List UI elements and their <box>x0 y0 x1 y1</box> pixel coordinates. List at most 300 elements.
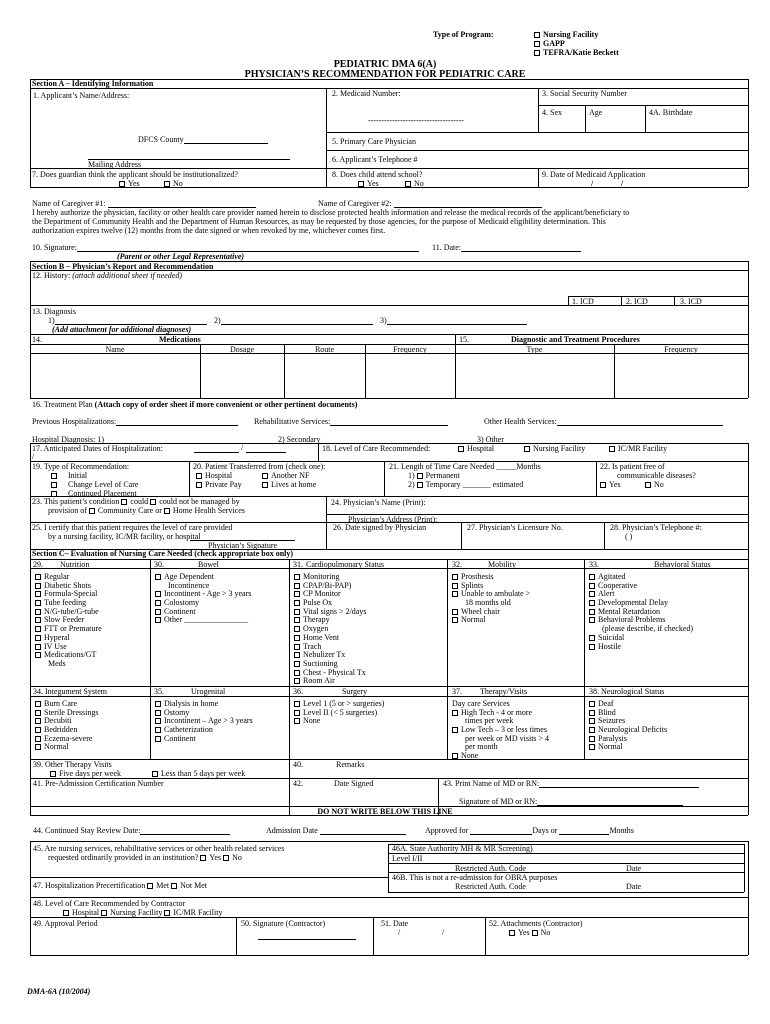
med-col-frequency: Frequency <box>393 345 427 354</box>
nutrition-item[interactable]: Regular <box>35 572 102 581</box>
checkbox-icon[interactable] <box>35 583 41 589</box>
checkbox-icon[interactable] <box>121 499 127 505</box>
recommendation-type-label: 19. Type of Recommendation: <box>32 462 130 471</box>
behavioral-item-cont: (please describe, if checked) <box>602 624 694 634</box>
diagnosis-label: 13. Diagnosis <box>32 307 76 316</box>
checkbox-icon[interactable] <box>196 473 202 479</box>
checkbox-icon[interactable] <box>452 617 458 623</box>
checkbox-icon[interactable] <box>294 652 300 658</box>
neuro-item[interactable]: Neurological Deficits <box>589 725 667 734</box>
checkbox-icon[interactable] <box>200 855 206 861</box>
checkbox-icon[interactable] <box>452 753 458 759</box>
q8-yes[interactable]: Yes <box>358 179 379 188</box>
checkbox-icon[interactable] <box>524 446 530 452</box>
checkbox-icon[interactable] <box>589 583 595 589</box>
checkbox-icon[interactable] <box>35 718 41 724</box>
therapy-item-cont: per month <box>465 742 498 752</box>
mobility-item[interactable]: Prosthesis <box>452 572 530 581</box>
therapy-less-five[interactable]: Less than 5 days per week <box>152 769 245 778</box>
checkbox-icon[interactable] <box>119 181 125 187</box>
checkbox-icon[interactable] <box>294 617 300 623</box>
checkbox-icon[interactable] <box>35 727 41 733</box>
loc-nursing-facility[interactable]: Nursing Facility <box>524 444 585 453</box>
signature-md[interactable]: Signature of MD or RN: <box>459 797 683 806</box>
not-readmission-label: 46B. This is not a re-admission for OBRA purposes <box>392 873 558 882</box>
checkbox-icon[interactable] <box>155 736 161 742</box>
checkbox-icon[interactable] <box>51 482 57 488</box>
neuro-item[interactable]: Normal <box>589 742 667 751</box>
checkbox-icon[interactable] <box>89 508 95 514</box>
loc-icmr[interactable]: IC/MR Facility <box>609 444 667 453</box>
surgery-item[interactable]: Level 1 (5 or > surgeries) <box>294 699 384 708</box>
urogenital-item[interactable]: Ostomy <box>155 708 253 717</box>
cardio-item[interactable]: Therapy <box>294 615 366 624</box>
checkbox-icon[interactable] <box>458 446 464 452</box>
checkbox-icon[interactable] <box>155 718 161 724</box>
checkbox-icon[interactable] <box>294 661 300 667</box>
diagnosis-2[interactable]: 2) <box>214 316 373 325</box>
checkbox-icon[interactable] <box>155 617 161 623</box>
q7-no[interactable]: No <box>164 179 183 188</box>
section-c-heading: Section C– Evaluation of Nursing Care Needed (check appropriate box only) <box>32 549 294 558</box>
checkbox-icon[interactable] <box>155 609 161 615</box>
c30-num: 30. <box>154 560 164 569</box>
contractor-loc-options: Hospital Nursing Facility IC/MR Facility <box>63 908 222 917</box>
remarks-label: Remarks <box>336 760 365 769</box>
integument-list <box>35 699 98 751</box>
behavioral-item[interactable]: Behavioral Problems <box>589 615 693 624</box>
checkbox-icon[interactable] <box>645 482 651 488</box>
bowel-item[interactable]: Incontinent - Age > 3 years <box>155 589 251 598</box>
contractor-loc-label: 48. Level of Care Recommended by Contractor <box>33 899 186 908</box>
checkbox-icon[interactable] <box>152 771 158 777</box>
therapy-list <box>452 699 549 760</box>
checkbox-icon[interactable] <box>35 609 41 615</box>
pre-admission-label: 41. Pre-Admission Certification Number <box>33 779 164 788</box>
behavioral-item[interactable]: Alert <box>589 589 693 598</box>
nutrition-list <box>35 572 102 668</box>
checkbox-icon[interactable] <box>294 574 300 580</box>
transfer-another-nf[interactable]: Another NF <box>262 471 309 480</box>
signature-line[interactable]: 10. Signature: <box>32 243 419 252</box>
urogenital-item[interactable]: Dialysis in home <box>155 699 253 708</box>
checkbox-icon[interactable] <box>589 744 595 750</box>
c35-num: 35. <box>154 687 164 696</box>
surgery-item[interactable]: Level II (< 5 surgeries) <box>294 708 384 717</box>
nutrition-item[interactable]: IV Use <box>35 642 102 651</box>
hospital-diagnosis[interactable]: Hospital Diagnosis: 1) <box>32 435 259 444</box>
treatment-plan-label: 16. Treatment Plan (Attach copy of order sheet if more convenient or other pertinent documents) <box>32 400 358 409</box>
checkbox-icon[interactable] <box>155 600 161 606</box>
checkbox-icon[interactable] <box>294 635 300 641</box>
medications-num: 14. <box>32 335 42 344</box>
authorization-text-3: authorization expires twelve (12) months from the date signed or when revoked by me, whichever comes first. <box>32 226 386 235</box>
behavioral-item[interactable]: Hostile <box>589 642 693 651</box>
form-title: PEDIATRIC DMA 6(A) <box>333 59 437 70</box>
transfer-private-pay[interactable]: Private Pay <box>196 480 242 489</box>
checkbox-icon[interactable] <box>35 701 41 707</box>
behavioral-item[interactable]: Agitated <box>589 572 693 581</box>
restricted-auth-code: Restricted Auth. Code <box>455 864 526 873</box>
q22-yes[interactable]: Yes <box>600 480 621 489</box>
date-slash: / <box>621 179 624 188</box>
checkbox-icon[interactable] <box>155 727 161 733</box>
licensure-label: 27. Physician’s Licensure No. <box>467 523 563 532</box>
hospitalization-precert: 47. Hospitalization Precertification Met Not Met <box>33 881 207 890</box>
nutrition-item[interactable]: Tube feeding <box>35 598 102 607</box>
communicable-label-2: communicable diseases? <box>617 471 696 480</box>
checkbox-icon[interactable] <box>600 482 606 488</box>
restricted-date-2: Date <box>626 882 642 891</box>
behavioral-item[interactable]: Cooperative <box>589 581 693 590</box>
checkbox-icon[interactable] <box>589 710 595 716</box>
do-not-write-banner: DO NOT WRITE BELOW THIS LINE <box>317 807 453 816</box>
q8-no[interactable]: No <box>405 179 424 188</box>
bowel-item[interactable]: Age Dependent <box>155 572 251 581</box>
bowel-list <box>155 572 251 624</box>
checkbox-icon[interactable] <box>101 910 107 916</box>
therapy-item-cont: times per week <box>465 716 514 726</box>
checkbox-icon[interactable] <box>452 583 458 589</box>
checkbox-icon[interactable] <box>171 883 177 889</box>
c36-num: 36. <box>293 687 303 696</box>
checkbox-icon[interactable] <box>223 855 229 861</box>
checkbox-icon[interactable] <box>294 710 300 716</box>
communicable-label: 22. Is patient free of <box>600 462 665 471</box>
admission-date[interactable]: Admission Date <box>266 826 406 835</box>
procedures-heading: Diagnostic and Treatment Procedures <box>511 335 640 344</box>
c37-num: 37. <box>452 687 462 696</box>
checkbox-icon[interactable] <box>294 609 300 615</box>
checkbox-icon[interactable] <box>452 574 458 580</box>
approved-for[interactable]: Approved for Days or Months <box>425 826 634 835</box>
medications-heading: Medications <box>159 335 201 344</box>
institutional-services-label-2: requested ordinarily provided in an institution? Yes No <box>48 853 242 862</box>
checkbox-icon[interactable] <box>51 473 57 479</box>
nutrition-item[interactable]: Medications/GT <box>35 650 102 659</box>
bowel-item[interactable]: Colostomy <box>155 598 251 607</box>
therapy-five-days[interactable]: Five days per week <box>50 769 121 778</box>
checkbox-icon[interactable] <box>35 652 41 658</box>
checkbox-icon[interactable] <box>164 910 170 916</box>
checkbox-icon[interactable] <box>589 727 595 733</box>
contractor-date-label: 51. Date <box>381 919 409 928</box>
nutrition-item[interactable]: Formula-Special <box>35 589 102 598</box>
medicaid-dashes: ------------------------------------ <box>368 116 464 125</box>
surgery-item[interactable]: None <box>294 716 384 725</box>
cardio-item[interactable]: CPAP/Bi-PAP) <box>294 581 366 590</box>
checkbox-icon[interactable] <box>609 446 615 452</box>
checkbox-icon[interactable] <box>35 617 41 623</box>
checkbox-icon[interactable] <box>534 41 540 47</box>
behavioral-item[interactable]: Suicidal <box>589 633 693 642</box>
checkbox-icon[interactable] <box>35 710 41 716</box>
physician-signature-label: Physician’s Signature <box>208 541 278 550</box>
checkbox-icon[interactable] <box>534 32 540 38</box>
date-slash: / <box>241 443 244 452</box>
cardio-item[interactable]: CP Monitor <box>294 589 366 598</box>
cardio-item[interactable]: Vital signs > 2/days <box>294 607 366 616</box>
rec-change[interactable]: Change Level of Care <box>51 480 138 489</box>
cardio-item[interactable]: Pulse Ox <box>294 598 366 607</box>
urogenital-item[interactable]: Catheterization <box>155 725 253 734</box>
history-label: 12. History: (attach additional sheet if needed) <box>32 271 182 280</box>
checkbox-icon[interactable] <box>294 670 300 676</box>
checkbox-icon[interactable] <box>294 600 300 606</box>
attachments-label: 52. Attachments (Contractor) <box>489 919 583 928</box>
q22-no[interactable]: No <box>645 480 664 489</box>
print-name-md[interactable]: 43. Print Name of MD or RN: <box>443 779 699 788</box>
checkbox-icon[interactable] <box>589 600 595 606</box>
checkbox-icon[interactable] <box>35 626 41 632</box>
other-health-services[interactable]: Other Health Services: <box>484 417 723 426</box>
checkbox-icon[interactable] <box>589 736 595 742</box>
integument-item[interactable]: Sterile Dressings <box>35 708 98 717</box>
c38-heading: 38. Neurological Status <box>589 687 665 696</box>
checkbox-icon[interactable] <box>452 727 458 733</box>
therapy-item[interactable]: High Tech - 4 or more <box>452 708 549 717</box>
ssn-label: 3. Social Security Number <box>542 89 627 98</box>
contractor-signature-label: 50. Signature (Contractor) <box>241 919 326 928</box>
nutrition-item[interactable]: Diabetic Shots <box>35 581 102 590</box>
transfer-lives-home[interactable]: Lives at home <box>262 480 316 489</box>
cardio-item[interactable]: Nebulizer Tx <box>294 650 366 659</box>
checkbox-icon[interactable] <box>35 744 41 750</box>
neuro-item[interactable]: Paralysis <box>589 734 667 743</box>
checkbox-icon[interactable] <box>150 499 156 505</box>
mobility-item[interactable]: Unable to ambulate > <box>452 589 530 598</box>
checkbox-icon[interactable] <box>589 591 595 597</box>
checkbox-icon[interactable] <box>589 644 595 650</box>
med-col-name: Name <box>105 345 125 354</box>
program-nursing-facility[interactable]: Nursing Facility <box>534 30 598 39</box>
length-temporary[interactable]: 2) Temporary _______ estimated <box>408 480 524 489</box>
school-label: 8. Does child attend school? <box>332 170 423 179</box>
mobility-item[interactable]: Splints <box>452 581 530 590</box>
integument-item[interactable]: Bedridden <box>35 725 98 734</box>
checkbox-icon[interactable] <box>35 591 41 597</box>
checkbox-icon[interactable] <box>294 583 300 589</box>
urogenital-item[interactable]: Continent <box>155 734 253 743</box>
checkbox-icon[interactable] <box>164 181 170 187</box>
restricted-auth-code-2: Restricted Auth. Code <box>455 882 526 891</box>
checkbox-icon[interactable] <box>294 644 300 650</box>
cardio-item[interactable]: Chest - Physical Tx <box>294 668 366 677</box>
checkbox-icon[interactable] <box>294 591 300 597</box>
checkbox-icon[interactable] <box>35 736 41 742</box>
neuro-item[interactable]: Blind <box>589 708 667 717</box>
provision-label: provision of Community Care or Home Health Services <box>48 506 245 515</box>
date-signed-num: 42. <box>293 779 303 788</box>
mobility-list <box>452 572 530 624</box>
checkbox-icon[interactable] <box>417 473 423 479</box>
checkbox-icon[interactable] <box>452 710 458 716</box>
nutrition-item[interactable]: Slow Feeder <box>35 615 102 624</box>
mobility-item[interactable]: Wheel chair <box>452 607 530 616</box>
medicaid-app-date-label: 9. Date of Medicaid Application <box>542 170 646 179</box>
integument-item[interactable]: Normal <box>35 742 98 751</box>
date-slash: / <box>398 928 401 937</box>
integument-item[interactable]: Eczema-severe <box>35 734 98 743</box>
therapy-item[interactable]: None <box>452 751 549 760</box>
c34-heading: 34. Integument System <box>33 687 107 696</box>
checkbox-icon[interactable] <box>294 701 300 707</box>
bowel-item-cont: Incontinence <box>168 580 210 590</box>
med-col-dosage: Dosage <box>230 345 254 354</box>
bowel-item[interactable]: Continent <box>155 607 251 616</box>
birthdate-label: 4A. Birthdate <box>649 108 693 117</box>
checkbox-icon[interactable] <box>155 591 161 597</box>
checkbox-icon[interactable] <box>35 644 41 650</box>
cardio-item[interactable]: Trach <box>294 642 366 651</box>
remarks-num: 40. <box>293 760 303 769</box>
section-b-heading: Section B – Physician’s Report and Recommendation <box>32 262 214 271</box>
date-line[interactable]: 11. Date: <box>432 243 581 252</box>
checkbox-icon[interactable] <box>589 609 595 615</box>
cardio-item[interactable]: Monitoring <box>294 572 366 581</box>
authorization-text-2: the Department of Community Health and the Department of Human Resources, as may be requested by those agencies, for the purpose of Medicaid eligibility determination. This <box>32 217 606 226</box>
program-gapp[interactable]: GAPP <box>534 39 565 48</box>
checkbox-icon[interactable] <box>262 473 268 479</box>
caregiver1: Name of Caregiver #1: <box>32 199 256 208</box>
checkbox-icon[interactable] <box>63 910 69 916</box>
institutional-services-label: 45. Are nursing services, rehabilitative services or other health related services <box>33 844 285 853</box>
checkbox-icon[interactable] <box>294 678 300 684</box>
checkbox-icon[interactable] <box>589 701 595 707</box>
authorization-text-1: I hereby authorize the physician, facility or other health care provider named herein to disclose protected health information and release the medical records of the applicant/beneficiary to <box>32 208 630 217</box>
procedures-num: 15. <box>459 335 469 344</box>
c32-num: 32. <box>452 560 462 569</box>
checkbox-icon[interactable] <box>589 635 595 641</box>
diagnosis-note: (Add attachment for additional diagnoses) <box>52 325 192 334</box>
checkbox-icon[interactable] <box>509 930 515 936</box>
checkbox-icon[interactable] <box>452 591 458 597</box>
mobility-item-cont: 18 months old <box>465 598 511 608</box>
checkbox-icon[interactable] <box>589 574 595 580</box>
program-label: Type of Program: <box>433 30 494 39</box>
cardio-item[interactable]: Home Vent <box>294 633 366 642</box>
neuro-item[interactable]: Deaf <box>589 699 667 708</box>
checkbox-icon[interactable] <box>262 482 268 488</box>
urogenital-item[interactable]: Incontinent – Age > 3 years <box>155 716 253 725</box>
checkbox-icon[interactable] <box>35 635 41 641</box>
proc-col-frequency: Frequency <box>664 345 698 354</box>
institutionalized-label: 7. Does guardian think the applicant should be institutionalized? <box>32 170 238 179</box>
date-slash: / <box>32 452 35 461</box>
checkbox-icon[interactable] <box>532 930 538 936</box>
previous-hospitalizations[interactable]: Previous Hospitalizations: <box>32 417 238 426</box>
icd-2: 2. ICD <box>626 297 648 306</box>
cardio-item[interactable]: Room Air <box>294 676 366 685</box>
mobility-item[interactable]: Normal <box>452 615 530 624</box>
form-subtitle: PHYSICIAN’S RECOMMENDATION FOR PEDIATRIC CARE <box>244 69 526 80</box>
continued-stay-review[interactable]: 44. Continued Stay Review Date: <box>33 826 230 835</box>
checkbox-icon[interactable] <box>147 883 153 889</box>
cardio-item[interactable]: Suctioning <box>294 659 366 668</box>
rehabilitative-services[interactable]: Rehabilitative Services: <box>254 417 448 426</box>
hospital-diagnosis-other[interactable]: 3) Other <box>477 435 680 444</box>
applicant-telephone-label: 6. Applicant’s Telephone # <box>332 155 418 164</box>
c33-title: Behavioral Status <box>654 560 711 569</box>
checkbox-icon[interactable] <box>294 718 300 724</box>
checkbox-icon[interactable] <box>35 574 41 580</box>
date-signed-label: Date Signed <box>334 779 374 788</box>
length-permanent[interactable]: 1) Permanent <box>408 471 460 480</box>
attachments-options: Yes No <box>509 928 550 937</box>
checkbox-icon[interactable] <box>50 771 56 777</box>
checkbox-icon[interactable] <box>155 701 161 707</box>
icd-3: 3. ICD <box>680 297 702 306</box>
diagnosis-3[interactable]: 3) <box>380 316 527 325</box>
program-tefra[interactable]: TEFRA/Katie Beckett <box>534 48 619 57</box>
approval-period-label: 49. Approval Period <box>33 919 98 928</box>
rec-continued[interactable]: Continued Placement <box>51 489 137 498</box>
behavioral-item[interactable]: Mental Retardation <box>589 607 693 616</box>
physician-telephone-label: 28. Physician’s Telephone #: <box>610 523 702 532</box>
checkbox-icon[interactable] <box>452 609 458 615</box>
therapy-item[interactable]: Low Tech – 3 or less times <box>452 725 549 734</box>
c29-num: 29. <box>33 560 43 569</box>
legal-rep-note: (Parent or other Legal Representative) <box>117 252 245 261</box>
physician-address-label: Physician’s Address (Print): <box>348 515 438 524</box>
diagnosis-1[interactable]: 1) <box>48 316 207 325</box>
level-of-care-label: 18. Level of Care Recommended: <box>322 444 431 453</box>
checkbox-icon[interactable] <box>589 718 595 724</box>
cardio-list <box>294 572 366 685</box>
checkbox-icon[interactable] <box>35 600 41 606</box>
checkbox-icon[interactable] <box>155 574 161 580</box>
transferred-from-label: 20. Patient Transferred from (check one): <box>193 462 326 471</box>
c35-title: Urogenital <box>191 687 226 696</box>
checkbox-icon[interactable] <box>358 181 364 187</box>
integument-item[interactable]: Burn Care <box>35 699 98 708</box>
checkbox-icon[interactable] <box>534 50 540 56</box>
checkbox-icon[interactable] <box>164 508 170 514</box>
bowel-item[interactable]: Other ________________ <box>155 615 251 624</box>
date-slash: / <box>591 179 594 188</box>
level-label: Level I/II <box>392 854 423 863</box>
state-authority-label: 46A. State Authority MH & MR Screening) <box>392 844 533 853</box>
checkbox-icon[interactable] <box>417 482 423 488</box>
behavioral-item[interactable]: Developmental Delay <box>589 598 693 607</box>
nutrition-item[interactable]: N/G-tube/G-tube <box>35 607 102 616</box>
transfer-hospital[interactable]: Hospital <box>196 471 232 480</box>
cardio-item[interactable]: Oxygen <box>294 624 366 633</box>
checkbox-icon[interactable] <box>155 710 161 716</box>
applicant-name-label: 1. Applicant’s Name/Address: <box>33 91 130 100</box>
checkbox-icon[interactable] <box>405 181 411 187</box>
certify-text-2: by a nursing facility, IC/MR facility, or hospital <box>48 532 201 541</box>
q7-yes[interactable]: Yes <box>119 179 140 188</box>
integument-item[interactable]: Decubiti <box>35 716 98 725</box>
c30-title: Bowel <box>198 560 219 569</box>
neuro-item[interactable]: Seizures <box>589 716 667 725</box>
nutrition-item[interactable]: Hyperal <box>35 633 102 642</box>
mailing-address-label: Mailing Address <box>88 160 142 169</box>
checkbox-icon[interactable] <box>196 482 202 488</box>
neuro-list <box>589 699 667 751</box>
checkbox-icon[interactable] <box>294 626 300 632</box>
checkbox-icon[interactable] <box>589 617 595 623</box>
urogenital-list <box>155 699 253 742</box>
date-slash: / <box>442 928 445 937</box>
rec-initial[interactable]: Initial <box>51 471 87 480</box>
loc-hospital[interactable]: Hospital <box>458 444 494 453</box>
surgery-list <box>294 699 384 725</box>
c31-title: Cardiopulmonary Status <box>306 560 384 569</box>
hospital-diagnosis-secondary[interactable]: 2) Secondary <box>278 435 460 444</box>
nutrition-item[interactable]: FTT or Premature <box>35 624 102 633</box>
